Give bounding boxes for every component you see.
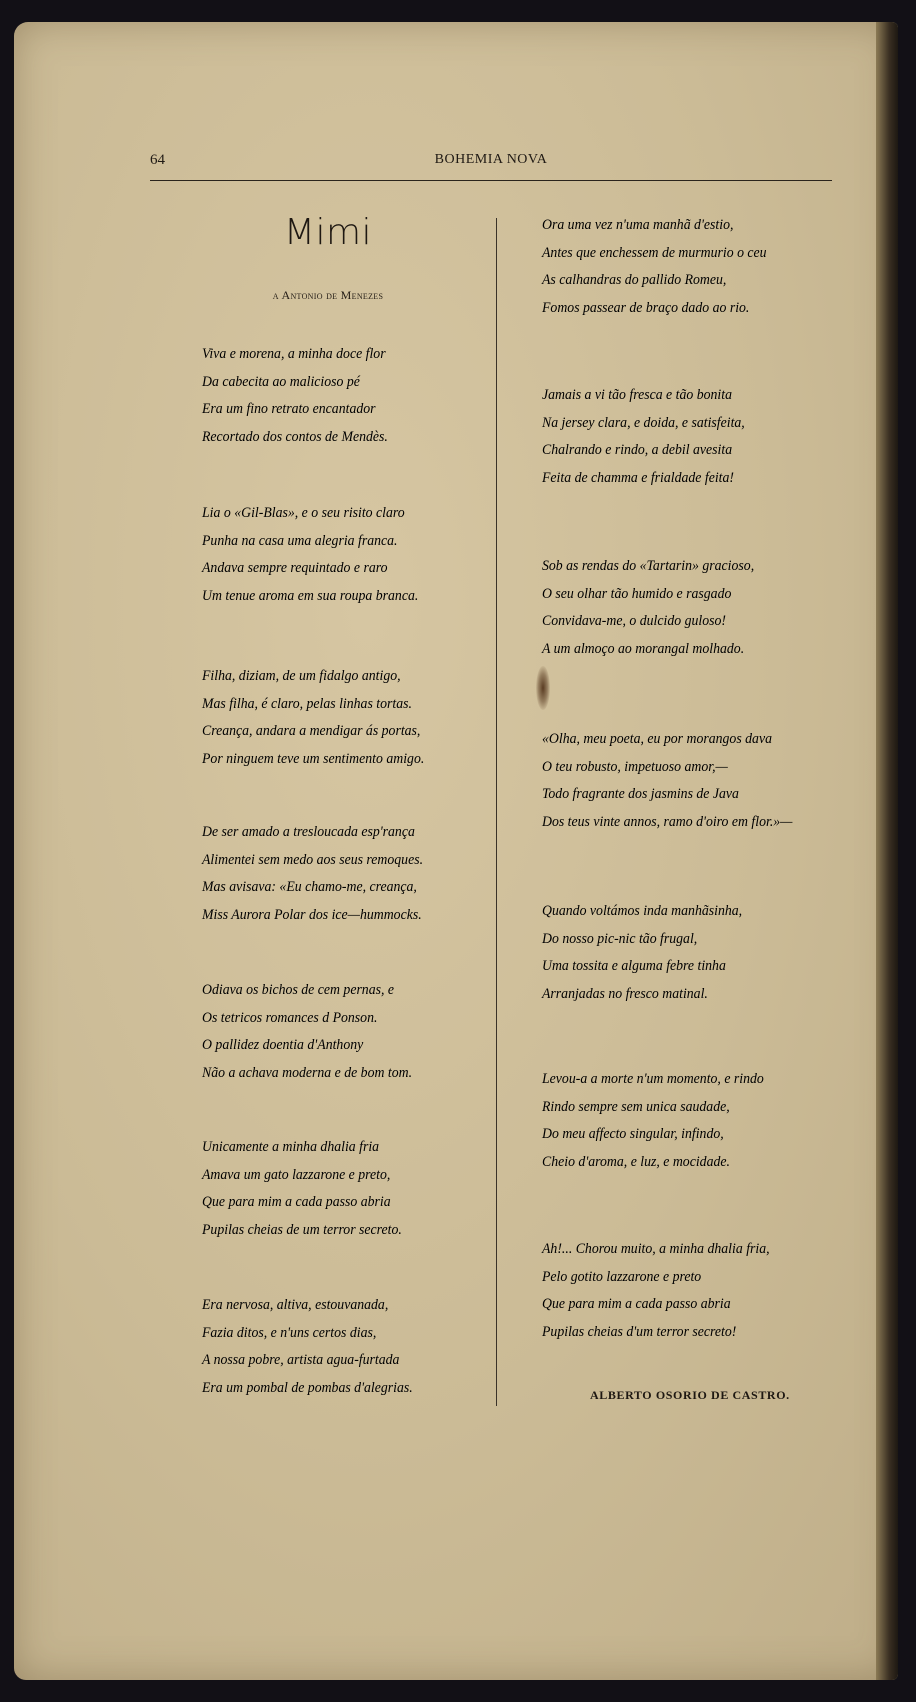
poem-dedication: a Antonio de Menezes: [272, 288, 384, 302]
column-divider: [496, 218, 497, 1406]
verse-line: Ora uma vez n'uma manhã d'estio,: [542, 217, 734, 233]
verse-line: Viva e morena, a minha doce flor: [202, 346, 386, 362]
verse-line: Lia o «Gil-Blas», e o seu risito claro: [202, 505, 405, 521]
verse-line: Mas filha, é claro, pelas linhas tortas.: [202, 695, 412, 712]
verse-line: Feita de chamma e frialdade feita!: [542, 469, 735, 486]
verse-line: Alimentei sem medo aos seus remoques.: [202, 851, 424, 868]
verse-line: Fazia ditos, e n'uns certos dias,: [202, 1324, 377, 1341]
stanza: [542, 898, 760, 1008]
verse-line: Não a achava moderna e de bom tom.: [202, 1064, 413, 1081]
verse-line: Arranjadas no fresco matinal.: [542, 985, 708, 1002]
verse-line: Rindo sempre sem unica saudade,: [542, 1098, 730, 1115]
stanza: [202, 1292, 431, 1402]
poem-title: Mimi: [283, 212, 373, 253]
stanza: [542, 382, 762, 492]
verse-line: Creança, andara a mendigar ás portas,: [202, 723, 421, 739]
verse-line: Mas avisava: «Eu chamo-me, creança,: [202, 879, 417, 895]
verse-line: O seu olhar tão humido e rasgado: [542, 585, 732, 602]
verse-line: Dos teus vinte annos, ramo d'oiro em flor.»—: [542, 813, 793, 830]
author-signature: ALBERTO OSORIO DE CASTRO.: [590, 1388, 790, 1402]
verse-line: Na jersey clara, e doida, e satisfeita,: [542, 414, 745, 431]
stanza: [542, 212, 786, 322]
stanza: [202, 1134, 419, 1244]
verse-line: De ser amado a tresloucada esp'rança: [202, 824, 415, 840]
verse-line: Punha na casa uma alegria franca.: [202, 532, 398, 549]
verse-line: Filha, diziam, de um fidalgo antigo,: [202, 668, 401, 684]
verse-line: Era um pombal de pombas d'alegrias.: [202, 1379, 413, 1396]
verse-line: Era um fino retrato encantador: [202, 401, 376, 417]
verse-line: A nossa pobre, artista agua-furtada: [202, 1352, 400, 1368]
verse-line: Que para mim a cada passo abria: [542, 1296, 731, 1312]
verse-line: Odiava os bichos de cem pernas, e: [202, 982, 395, 998]
verse-line: Do meu affecto singular, infindo,: [542, 1126, 724, 1142]
stanza: [202, 663, 444, 773]
verse-line: O teu robusto, impetuoso amor,—: [542, 758, 728, 775]
verse-line: Do nosso pic-nic tão frugal,: [542, 930, 698, 947]
verse-line: Recortado dos contos de Mendès.: [202, 428, 388, 445]
verse-line: Miss Aurora Polar dos ice—hummocks.: [202, 906, 422, 923]
verse-line: Da cabecita ao malicioso pé: [202, 373, 360, 390]
verse-line: Uma tossita e alguma febre tinha: [542, 958, 726, 974]
verse-line: O pallidez doentia d'Anthony: [202, 1037, 364, 1053]
verse-line: Convidava-me, o dulcido guloso!: [542, 613, 726, 629]
stanza: [542, 1236, 789, 1346]
stanza: [202, 977, 430, 1087]
verse-line: Cheio d'aroma, e luz, e mocidade.: [542, 1153, 730, 1170]
verse-line: Pelo gotito lazzarone e preto: [542, 1268, 702, 1285]
verse-line: Andava sempre requintado e raro: [202, 560, 388, 576]
book-spine: [876, 22, 898, 1680]
stanza: [542, 553, 773, 663]
page-header: [150, 150, 832, 181]
verse-line: As calhandras do pallido Romeu,: [542, 272, 727, 288]
ink-stain: [536, 666, 550, 710]
verse-line: Levou-a a morte n'um momento, e rindo: [542, 1071, 764, 1087]
stanza: [202, 819, 442, 929]
verse-line: Ah!... Chorou muito, a minha dhalia fria,: [542, 1241, 770, 1257]
verse-line: Amava um gato lazzarone e preto,: [202, 1166, 391, 1183]
verse-line: A um almoço ao morangal molhado.: [542, 640, 745, 657]
verse-line: Sob as rendas do «Tartarin» gracioso,: [542, 558, 755, 574]
running-title: BOHEMIA NOVA: [434, 152, 548, 167]
verse-line: Um tenue aroma em sua roupa branca.: [202, 587, 419, 604]
verse-line: Quando voltámos inda manhãsinha,: [542, 903, 743, 919]
stanza: [542, 1066, 783, 1176]
verse-line: Todo fragrante dos jasmins de Java: [542, 786, 739, 802]
verse-line: Chalrando e rindo, a debil avesita: [542, 442, 733, 458]
verse-line: Os tetricos romances d Ponson.: [202, 1009, 378, 1026]
verse-line: Pupilas cheias d'um terror secreto!: [542, 1323, 737, 1340]
stanza: [202, 341, 404, 451]
verse-line: «Olha, meu poeta, eu por morangos dava: [542, 731, 772, 747]
verse-line: Unicamente a minha dhalia fria: [202, 1139, 380, 1155]
stanza: [202, 500, 437, 610]
page-number: 64: [150, 152, 165, 168]
verse-line: Pupilas cheias de um terror secreto.: [202, 1221, 402, 1238]
verse-line: Que para mim a cada passo abria: [202, 1194, 391, 1210]
verse-line: Jamais a vi tão fresca e tão bonita: [542, 387, 732, 403]
verse-line: Por ninguem teve um sentimento amigo.: [202, 750, 425, 767]
verse-line: Antes que enchessem de murmurio o ceu: [542, 244, 767, 261]
stanza: [542, 726, 814, 836]
verse-line: Era nervosa, altiva, estouvanada,: [202, 1297, 389, 1313]
verse-line: Fomos passear de braço dado ao rio.: [542, 299, 750, 316]
